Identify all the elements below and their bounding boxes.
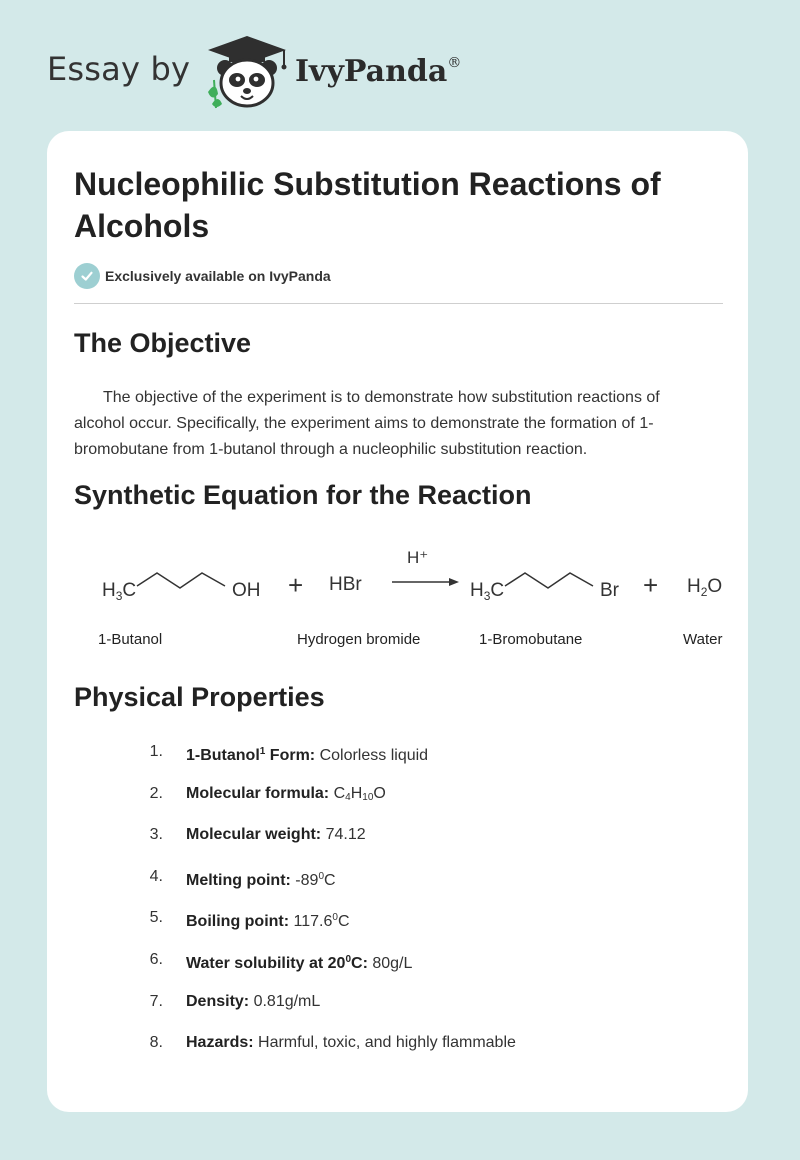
bromobutane-br: Br <box>600 580 619 601</box>
check-icon <box>74 263 100 289</box>
item-value: Harmful, toxic, and highly flammable <box>253 1034 516 1052</box>
item-value: 0.81g/mL <box>249 992 321 1010</box>
water-formula: $H_2O$ <box>687 576 723 599</box>
label-butanol: 1-Butanol <box>98 631 163 648</box>
catalyst-label: H⁺ <box>407 548 429 567</box>
item-number: 7. <box>149 992 163 1010</box>
page-title: Nucleophilic Substitution Reactions of Alcohols <box>74 166 661 244</box>
registered-mark: ® <box>447 55 462 71</box>
item-number: 5. <box>149 909 163 927</box>
reaction-arrow-icon <box>391 576 461 588</box>
item-value: 80g/L <box>367 954 413 972</box>
exclusive-badge <box>74 263 331 289</box>
degree-marker: 0 <box>332 912 338 924</box>
formula-sub: 4 <box>345 791 351 803</box>
item-label: Water solubility at 20 <box>186 954 346 972</box>
brand-name[interactable] <box>295 54 461 89</box>
synthetic-equation-heading: Synthetic Equation for the Reaction <box>74 480 532 510</box>
item-value: 74.12 <box>321 826 366 844</box>
plus-sign-2: + <box>643 570 659 600</box>
list-item <box>147 1033 707 1075</box>
item-number: 2. <box>149 784 163 802</box>
list-item <box>147 867 707 909</box>
objective-heading: The Objective <box>74 328 252 358</box>
article-card <box>47 131 748 1112</box>
butanol-oh: OH <box>232 580 261 601</box>
list-item <box>147 784 707 826</box>
list-item <box>147 742 707 784</box>
formula-o: O <box>373 784 386 802</box>
item-label: Hazards: <box>186 1034 254 1052</box>
brand-text: IvyPanda <box>295 54 448 89</box>
panda-logo-icon[interactable] <box>202 34 292 109</box>
item-label: Molecular formula: <box>186 784 330 802</box>
list-item <box>147 992 707 1034</box>
item-label: C: <box>351 954 368 972</box>
list-item <box>147 908 707 950</box>
item-number: 1. <box>149 743 163 760</box>
footnote-marker: 1 <box>259 746 266 757</box>
divider <box>74 303 723 304</box>
bromobutane-chain <box>503 566 603 596</box>
butanol-chain <box>135 566 235 596</box>
physical-properties-heading: Physical Properties <box>74 682 325 712</box>
item-number: 3. <box>149 826 163 844</box>
item-number: 8. <box>149 1034 163 1052</box>
item-label: Melting point: <box>186 871 291 889</box>
label-water: Water <box>683 631 723 648</box>
item-number: 6. <box>149 950 163 968</box>
list-item <box>147 950 707 992</box>
item-value: -89 <box>290 871 319 889</box>
item-unit: C <box>337 913 350 931</box>
bromobutane-ch3: $H_3C$ <box>470 580 505 603</box>
item-value: Colorless liquid <box>315 747 429 764</box>
site-header <box>47 34 467 114</box>
item-value: 117.6 <box>289 913 333 931</box>
plus-sign-1: + <box>288 570 304 600</box>
degree-marker: 0 <box>318 870 324 882</box>
reaction-diagram <box>47 536 748 666</box>
essay-by-label: Essay by <box>47 50 191 88</box>
formula-h: H <box>350 784 363 802</box>
exclusive-text: Exclusively available on IvyPanda <box>105 268 331 284</box>
hbr-formula: HBr <box>329 574 362 595</box>
butanol-ch3: $H_3C$ <box>102 580 137 603</box>
label-hydrogen-bromide: Hydrogen bromide <box>297 631 421 648</box>
label-bromobutane: 1-Bromobutane <box>479 631 583 648</box>
degree-marker: 0 <box>345 953 352 965</box>
item-label: Boiling point: <box>186 913 290 931</box>
item-label: Density: <box>186 992 250 1010</box>
item-number: 4. <box>149 867 163 885</box>
formula-sub: 10 <box>362 791 374 803</box>
item-label: 1-Butanol <box>186 747 260 764</box>
item-label: Form: <box>265 747 316 764</box>
properties-list <box>147 742 707 1075</box>
list-item <box>147 825 707 867</box>
item-label: Molecular weight: <box>186 826 322 844</box>
objective-paragraph: The objective of the experiment is to demonstrate how substitution reactions of alcohol occur. Specifically, the experiment aims to demonstrate the formation of 1-bromobutane from 1-butanol through a nucleophilic substitution reaction. <box>74 389 660 458</box>
formula-c: C <box>329 784 346 802</box>
item-unit: C <box>324 871 336 889</box>
